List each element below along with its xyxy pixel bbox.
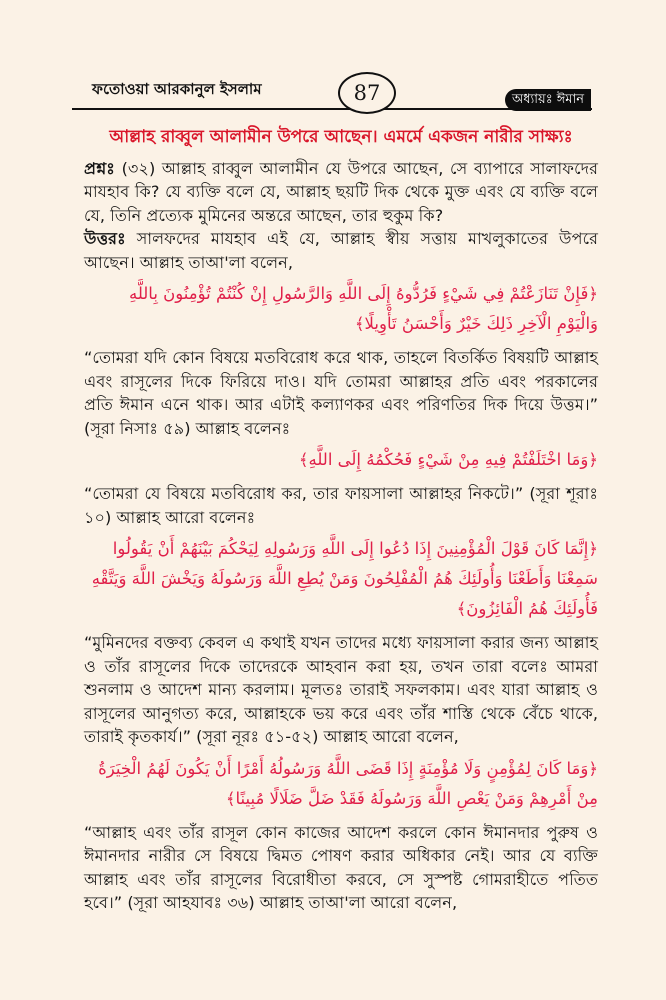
arabic-verse-3: ﴿إِنَّمَا كَانَ قَوْلَ الْمُؤْمِنِينَ إِذَا دُعُوا إِلَى اللَّهِ وَرَسُولِهِ لِيَحْكُمَ بَيْنَهُمْ أَنْ يَقُولُوا سَمِعْنَا وَأَطَعْنَا وَأُولَئِكَ هُمُ الْمُفْلِحُونَ وَمَنْ يُطِعِ اللَّهَ وَرَسُولَهُ وَيَخْشَ اللَّهَ وَيَتَّقْهِ فَأُولَئِكَ هُمُ الْفَائِزُونَ﴾ [91,539,598,618]
page-content [84,122,598,915]
arabic-verse-4: ﴿وَمَا كَانَ لِمُؤْمِنٍ وَلَا مُؤْمِنَةٍ إِذَا قَضَى اللَّهُ وَرَسُولُهُ أَمْرًا أَنْ يَكُونَ لَهُمُ الْخِيَرَةُ مِنْ أَمْرِهِمْ وَمَنْ يَعْصِ اللَّهَ وَرَسُولَهُ فَقَدْ ضَلَّ ضَلَالًا مُبِينًا﴾ [98,758,598,808]
question-paragraph [84,157,598,228]
section-heading: আল্লাহ রাব্বুল আলামীন উপরে আছেন। এমর্মে একজন নারীর সাক্ষ্যঃ [109,127,573,147]
answer-label: উত্তরঃ [84,229,126,248]
question-label: প্রশ্নঃ [84,158,115,178]
answer-paragraph [84,227,598,274]
translation-4: “আল্লাহ এবং তাঁর রাসূল কোন কাজের আদেশ করলে কোন ঈমানদার পুরুষ ও ঈমানদার নারীর সে বিষয়ে দ্বিমত পোষণ করার অধিকার নেই। আর যে ব্যক্তি আল্লাহ এবং তাঁর রাসূলের বিরোধীতা করবে, সে সুস্পষ্ট গোমরাহীতে পতিত হবে।” (সূরা আহযাবঃ ৩৬) আল্লাহ তাআ'লা আরো বলেন, [84,822,598,912]
translation-1: “তোমরা যদি কোন বিষয়ে মতবিরোধ করে থাক, তাহলে বিতর্কিত বিষয়টি আল্লাহ এবং রাসূলের দিকে ফিরিয়ে দাও। যদি তোমরা আল্লাহর প্রতি এবং পরকালের প্রতি ঈমান এনে থাক। আর এটাই কল্যাণকর এবং পরিণতির দিক দিয়ে উত্তম।” (সূরা নিসাঃ ৫৯) আল্লাহ বলেনঃ [84,348,598,438]
book-title: ফতোওয়া আরকানুল ইসলাম [92,80,262,98]
question-text: (৩২) আল্লাহ রাব্বুল আলামীন যে উপরে আছেন, সে ব্যাপারে সালাফদের মাযহাব কি? যে ব্যক্তি বলে যে, আল্লাহ ছয়টি দিক থেকে মুক্ত এবং যে ব্যক্তি বলে যে, তিনি প্রত্যেক মুমিনের অন্তরে আছেন, তার হুকুম কি? [84,158,598,225]
arabic-verse-2: ﴿وَمَا اخْتَلَفْتُمْ فِيهِ مِنْ شَيْءٍ فَحُكْمُهُ إِلَى اللَّهِ﴾ [298,450,598,469]
translation-3: “মুমিনদের বক্তব্য কেবল এ কথাই যখন তাদের মধ্যে ফায়সালা করার জন্য আল্লাহ ও তাঁর রাসূলের দিকে তাদেরকে আহবান করা হয়, তখন তারা বলেঃ আমরা শুনলাম ও আদেশ মান্য করলাম। মূলতঃ তারাই সফলকাম। এবং যারা আল্লাহ ও রাসূলের আনুগত্য করে, আল্লাহকে ভয় করে এবং তাঁর শাস্তি থেকে বেঁচে থাকে, তারাই কৃতকার্য।” (সূরা নূরঃ ৫১-৫২) আল্লাহ আরো বলেন, [84,633,598,746]
answer-text: সালফদের মাযহাব এই যে, আল্লাহ স্বীয় সত্তায় মাখলুকাতের উপরে আছেন। আল্লাহ তাআ'লা বলেন, [84,229,598,272]
translation-2: “তোমরা যে বিষয়ে মতবিরোধ কর, তার ফায়সালা আল্লাহর নিকটে।” (সূরা শূরাঃ ১০) আল্লাহ আরো বলেনঃ [84,484,598,527]
chapter-label: অধ্যায়ঃ ঈমান [505,89,591,111]
page-number: 87 [338,72,396,114]
arabic-verse-1: ﴿فَإِنْ تَنَازَعْتُمْ فِي شَيْءٍ فَرُدُّوهُ إِلَى اللَّهِ وَالرَّسُولِ إِنْ كُنْتُمْ تُؤْمِنُونَ بِاللَّهِ وَالْيَوْمِ الْآخِرِ ذَلِكَ خَيْرٌ وَأَحْسَنُ تَأْوِيلًا﴾ [128,284,598,333]
